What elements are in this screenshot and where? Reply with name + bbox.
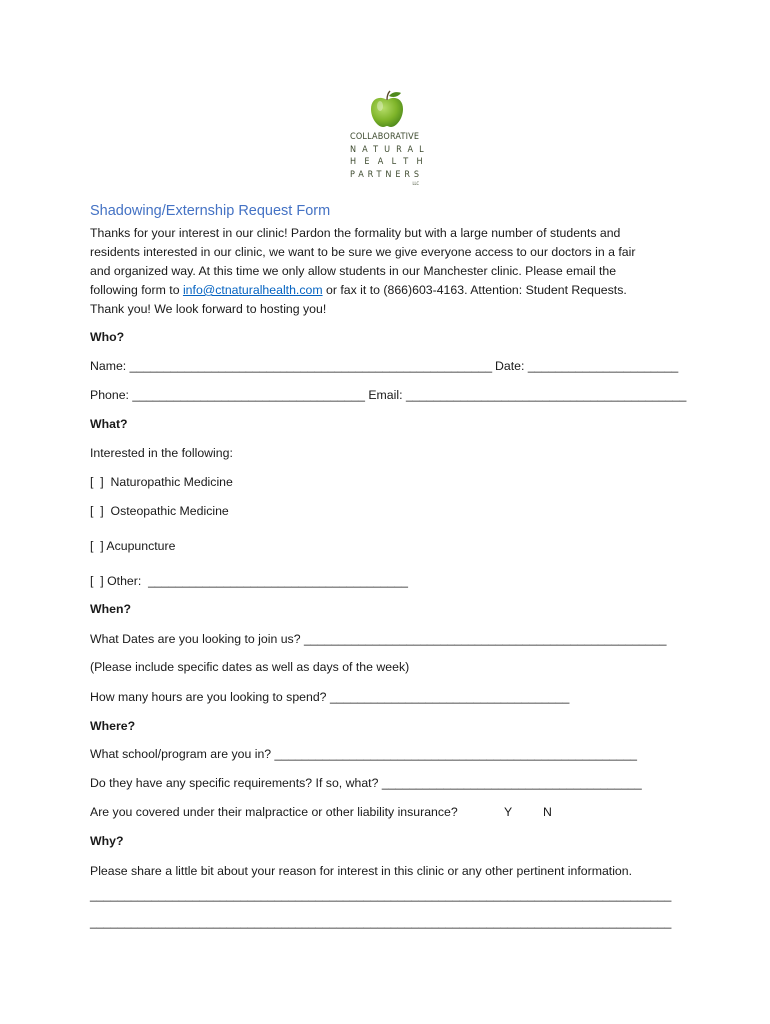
intro-line: Thanks for your interest in our clinic! Pardon the formality but with a large number of students and — [90, 226, 621, 240]
logo-line-llc: LLC — [412, 181, 419, 186]
reason-field-line[interactable]: _____________________________________________________________________________________ — [90, 915, 672, 929]
email-field[interactable]: _________________________________________ — [405, 388, 687, 402]
email-link[interactable]: info@ctnaturalhealth.com — [182, 283, 323, 297]
intro-line-text: following form to — [90, 283, 183, 297]
hours-row — [90, 689, 569, 705]
requirements-label: Do they have any specific requirements? If so, what? — [90, 776, 382, 790]
section-heading-what: What? — [90, 417, 128, 431]
section-heading-why: Why? — [90, 834, 124, 848]
name-field[interactable]: _____________________________________________________ — [129, 359, 493, 373]
logo-line-collaborative: COLLABORATIVE — [350, 132, 420, 142]
date-label: Date: — [495, 359, 528, 373]
insurance-yes-option[interactable]: Y — [504, 805, 513, 819]
phone-field[interactable]: __________________________________ — [132, 388, 365, 402]
email-label: Email: — [364, 388, 406, 402]
apple-icon — [369, 90, 405, 128]
section-heading-where: Where? — [90, 719, 136, 733]
phone-label: Phone: — [90, 388, 133, 402]
logo-line-partners: PARTNERS — [350, 169, 423, 180]
option-other[interactable]: [ ] Other: — [90, 574, 149, 588]
section-heading-when: When? — [90, 602, 131, 616]
requirements-field[interactable]: ______________________________________ — [381, 776, 642, 790]
hours-label: How many hours are you looking to spend? — [90, 690, 330, 704]
option-osteopathic[interactable]: [ ] Osteopathic Medicine — [90, 504, 229, 518]
dates-note: (Please include specific dates as well as days of the week) — [90, 660, 410, 674]
date-row — [495, 358, 678, 374]
name-label: Name: — [90, 359, 130, 373]
reason-field-line[interactable]: _____________________________________________________________________________________ — [90, 888, 672, 902]
school-row — [90, 746, 637, 762]
form-title: Shadowing/Externship Request Form — [90, 203, 331, 219]
insurance-question: Are you covered under their malpractice or other liability insurance? — [90, 805, 458, 819]
intro-line: Thank you! We look forward to hosting you! — [90, 302, 327, 316]
name-row — [90, 358, 492, 374]
dates-label: What Dates are you looking to join us? — [90, 632, 304, 646]
phone-email-row — [90, 387, 686, 403]
school-field[interactable]: _____________________________________________________ — [274, 747, 638, 761]
hours-field[interactable]: ___________________________________ — [329, 690, 570, 704]
company-logo — [350, 90, 431, 190]
option-naturopathic[interactable]: [ ] Naturopathic Medicine — [90, 475, 233, 489]
other-field[interactable]: ______________________________________ — [148, 574, 408, 588]
reason-prompt: Please share a little bit about your reason for interest in this clinic or any other pertinent information. — [90, 864, 633, 878]
requirements-row — [90, 775, 642, 791]
school-label: What school/program are you in? — [90, 747, 275, 761]
intro-line: and organized way. At this time we only allow students in our Manchester clinic. Please email the — [90, 264, 617, 278]
insurance-no-option[interactable]: N — [543, 805, 552, 819]
intro-line — [90, 281, 690, 300]
logo-line-natural: NATURAL — [350, 144, 430, 155]
intro-line: residents interested in our clinic, we want to be sure we give everyone access to our doctors in a fair — [90, 245, 636, 259]
option-other-row — [90, 573, 408, 589]
interest-prompt: Interested in the following: — [90, 446, 233, 460]
logo-line-health: HEALTH — [350, 157, 431, 167]
intro-line-text: or fax it to (866)603-4163. Attention: Student Requests. — [322, 283, 627, 297]
section-heading-who: Who? — [90, 330, 125, 344]
logo-wordmark — [350, 131, 431, 186]
option-acupuncture[interactable]: [ ] Acupuncture — [90, 539, 176, 553]
dates-field[interactable]: _____________________________________________________ — [303, 632, 667, 646]
intro-paragraph — [90, 224, 690, 319]
date-field[interactable]: ______________________ — [527, 359, 679, 373]
dates-row — [90, 631, 666, 647]
